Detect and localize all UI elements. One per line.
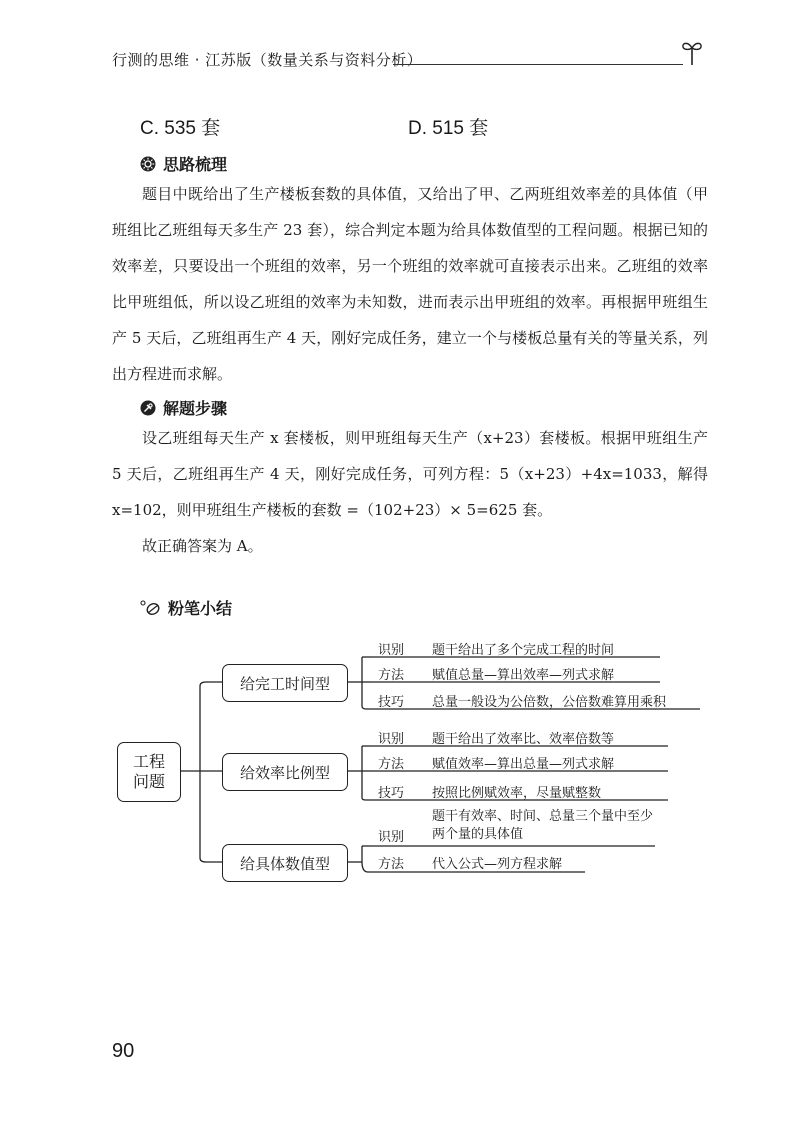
- summary-heading-text: 粉笔小结: [168, 599, 233, 618]
- branch1-key-2: 方法: [378, 668, 405, 683]
- answer-text: 故正确答案为 A。: [142, 537, 263, 555]
- branch3-text-2: 代入公式—列方程求解: [432, 857, 563, 872]
- page-number: 90: [112, 1040, 135, 1062]
- branch2-key-1: 识别: [378, 732, 405, 747]
- branch3-text-1: 题干有效率、时间、总量三个量中至少两个量的具体值: [432, 809, 654, 842]
- branch2-key-2: 方法: [378, 757, 405, 772]
- branch-specific-value: [222, 844, 348, 882]
- option-d: D. 515 套: [408, 118, 489, 139]
- running-header: 行测的思维 · 江苏版（数量关系与资料分析）: [112, 51, 423, 69]
- branch2-text-3: 按照比例赋效率，尽量赋整数: [432, 786, 602, 801]
- branch-label: 给完工时间型: [239, 674, 330, 693]
- branch-label: 给具体数值型: [239, 854, 330, 873]
- root-line-1: 工程: [132, 752, 165, 771]
- branch2-text-1: 题干给出了效率比、效率倍数等: [432, 732, 615, 747]
- branch3-key-1: 识别: [378, 830, 405, 845]
- analysis-heading-text: 思路梳理: [163, 155, 228, 174]
- solution-heading-text: 解题步骤: [163, 399, 228, 418]
- branch-label: 给效率比例型: [239, 763, 330, 782]
- root-line-2: 问题: [132, 772, 165, 791]
- branch-efficiency-ratio: [222, 753, 348, 791]
- branch3-key-2: 方法: [378, 857, 405, 872]
- branch1-key-3: 技巧: [378, 695, 405, 710]
- branch-completion-time: [222, 664, 348, 702]
- branch1-text-2: 赋值总量—算出效率—列式求解: [432, 668, 615, 683]
- branch2-text-2: 赋值效率—算出总量—列式求解: [432, 757, 615, 772]
- branch1-text-3: 总量一般设为公倍数，公倍数难算用乘积: [432, 695, 667, 710]
- solution-text: 设乙班组每天生产 x 套楼板，则甲班组每天生产（x+23）套楼板。根据甲班组生产 5 天后，乙班组再生产 4 天，刚好完成任务，可列方程：5（x+23）+4x=1033，解得 x=102，则甲班组生产楼板的套数 =（102+23）× 5=625 套。: [112, 429, 708, 519]
- branch1-key-1: 识别: [378, 643, 405, 658]
- option-c: C. 535 套: [140, 118, 221, 139]
- mindmap-root: [117, 742, 181, 802]
- branch1-text-1: 题干给出了多个完成工程的时间: [432, 643, 615, 658]
- branch2-key-3: 技巧: [378, 786, 405, 801]
- analysis-text: 题目中既给出了生产楼板套数的具体值，又给出了甲、乙两班组效率差的具体值（甲班组比乙班组每天多生产 23 套），综合判定本题为给具体数值型的工程问题。根据已知的效率差，只要设出一个班组的效率，另一个班组的效率就可直接表示出来。乙班组的效率比甲班组低，所以设乙班组的效率为未知数，进而表示出甲班组的效率。再根据甲班组生产 5 天后，乙班组再生产 4 天，刚好完成任务，建立一个与楼板总量有关的等量关系，列出方程进而求解。: [112, 185, 708, 383]
